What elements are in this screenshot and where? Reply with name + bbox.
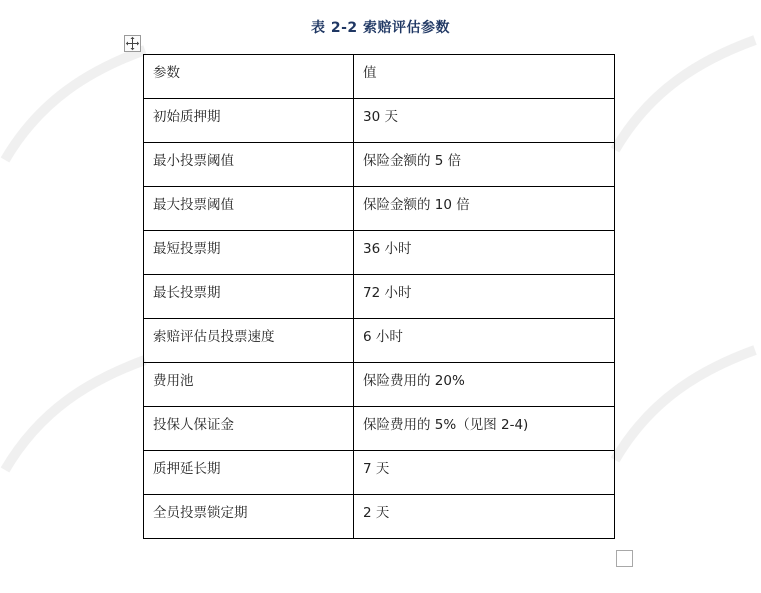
param-name-cell[interactable] (144, 275, 354, 319)
param-name-cell[interactable] (144, 319, 354, 363)
claim-assessment-params-table (143, 54, 615, 539)
param-value: 保险金额的 5 倍 (363, 153, 462, 169)
watermark-top-left (0, 40, 150, 170)
table-header-row (144, 55, 615, 99)
param-name: 索赔评估员投票速度 (153, 329, 275, 345)
param-name-cell[interactable] (144, 143, 354, 187)
param-value: 保险费用的 20% (363, 373, 465, 389)
move-arrows-icon[interactable] (124, 35, 141, 52)
param-name: 初始质押期 (153, 109, 221, 125)
param-name: 最短投票期 (153, 241, 221, 257)
param-name-cell[interactable] (144, 363, 354, 407)
param-value-cell[interactable] (354, 319, 615, 363)
param-name: 最小投票阈值 (153, 153, 234, 169)
table-row (144, 407, 615, 451)
param-value-cell[interactable] (354, 363, 615, 407)
param-value-cell[interactable] (354, 275, 615, 319)
table-row (144, 319, 615, 363)
header-cell[interactable] (144, 55, 354, 99)
watermark-top-right (610, 30, 760, 160)
table-row (144, 143, 615, 187)
table-row (144, 363, 615, 407)
table-resize-handle-icon[interactable] (616, 550, 633, 567)
table-row (144, 231, 615, 275)
param-value-cell[interactable] (354, 99, 615, 143)
param-value-cell[interactable] (354, 187, 615, 231)
param-value: 36 小时 (363, 241, 412, 257)
param-value: 7 天 (363, 461, 390, 477)
table-row (144, 451, 615, 495)
param-name-cell[interactable] (144, 451, 354, 495)
param-value: 保险费用的 5%（见图 2-4) (363, 417, 529, 433)
param-value: 72 小时 (363, 285, 412, 301)
table-row (144, 275, 615, 319)
param-name: 投保人保证金 (153, 417, 234, 433)
table-row (144, 99, 615, 143)
watermark-bottom-right (610, 340, 760, 470)
param-value: 2 天 (363, 505, 390, 521)
param-value-cell[interactable] (354, 143, 615, 187)
param-value-cell[interactable] (354, 407, 615, 451)
table-row (144, 495, 615, 539)
header-label: 值 (363, 65, 377, 81)
header-label: 参数 (153, 65, 180, 81)
param-value: 6 小时 (363, 329, 403, 345)
table-caption: 表 2-2 索赔评估参数 (310, 20, 451, 36)
param-value-cell[interactable] (354, 495, 615, 539)
param-name: 质押延长期 (153, 461, 221, 477)
table-row (144, 187, 615, 231)
param-name: 费用池 (153, 373, 194, 389)
watermark-bottom-left (0, 350, 150, 480)
param-name: 最长投票期 (153, 285, 221, 301)
param-value-cell[interactable] (354, 231, 615, 275)
param-value: 30 天 (363, 109, 398, 125)
param-value: 保险金额的 10 倍 (363, 197, 470, 213)
param-name-cell[interactable] (144, 231, 354, 275)
param-name-cell[interactable] (144, 407, 354, 451)
param-name: 全员投票锁定期 (153, 505, 248, 521)
param-name-cell[interactable] (144, 99, 354, 143)
param-name-cell[interactable] (144, 495, 354, 539)
header-cell[interactable] (354, 55, 615, 99)
param-name: 最大投票阈值 (153, 197, 234, 213)
param-name-cell[interactable] (144, 187, 354, 231)
param-value-cell[interactable] (354, 451, 615, 495)
